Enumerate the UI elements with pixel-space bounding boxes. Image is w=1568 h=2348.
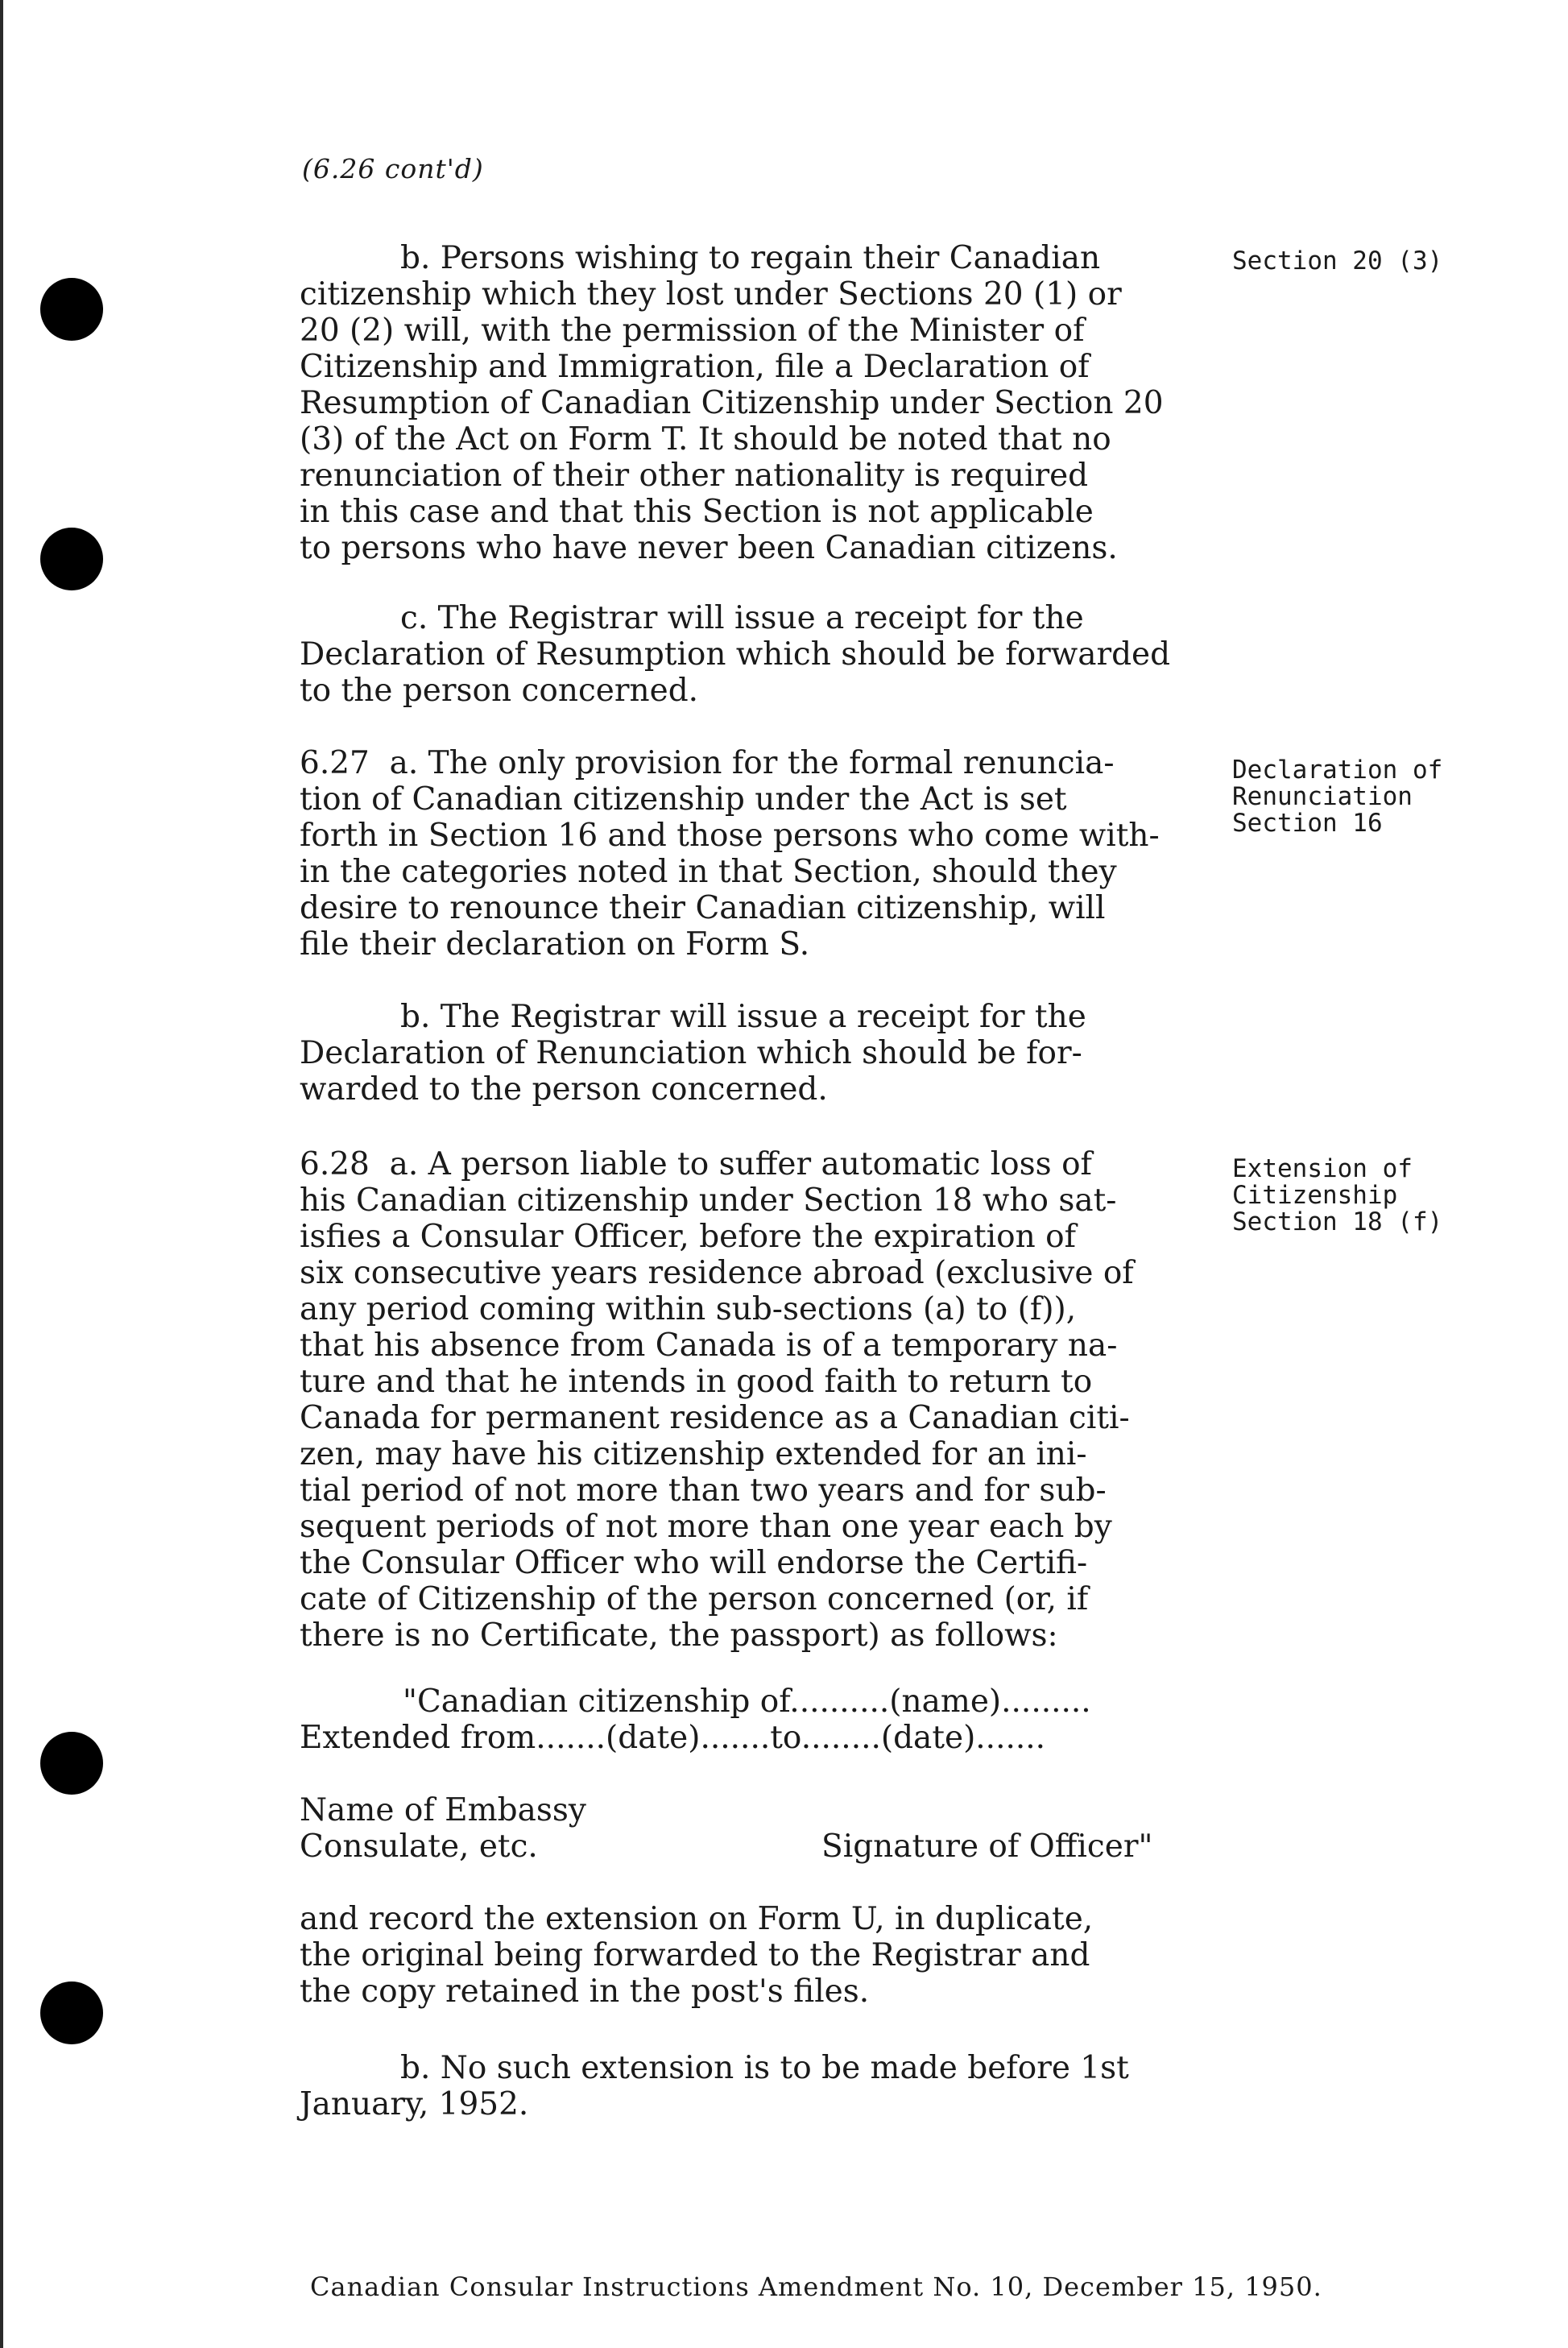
paragraph-6-27-b: b. The Registrar will issue a receipt for the Declaration of Renunciation which should be for- warded to the person concerned. <box>300 999 1086 1108</box>
margin-note-declaration-renunciation: Declaration of Renunciation Section 16 <box>1232 756 1443 838</box>
endorsement-embassy-line-2: Consulate, etc. <box>300 1828 538 1865</box>
paragraph-6-27-a: 6.27 a. The only provision for the formal renuncia- tion of Canadian citizenship under the Act is set forth in Section 16 and those persons who come with- in the categories noted in that Section, should they desire to renounce their Canadian citizenship, will file their declaration on Form S. <box>300 745 1160 963</box>
endorsement-embassy-line-1: Name of Embassy <box>300 1792 586 1828</box>
paragraph-6-28-record: and record the extension on Form U, in duplicate, the original being forwarded to the Registrar and the copy retained in the post's files. <box>300 1901 1094 2010</box>
page-left-edge <box>0 0 3 2348</box>
paragraph-6-26-c: c. The Registrar will issue a receipt for the Declaration of Resumption which should be forwarded to the person concerned. <box>300 600 1171 709</box>
paragraph-6-28-b: b. No such extension is to be made before 1st January, 1952. <box>300 2050 1129 2122</box>
punch-hole-4 <box>40 1982 103 2044</box>
punch-hole-2 <box>40 528 103 590</box>
margin-note-section-20-3: Section 20 (3) <box>1232 246 1443 275</box>
paragraph-6-26-b: b. Persons wishing to regain their Canadian citizenship which they lost under Sections 20 (1) or 20 (2) will, with the permission of the Minister of Citizenship and Immigration, file a Declaration of Resumption of Canadian Citizenship under Section 20 (3) of the Act on Form T. It should be noted that no renunciation of their other nationality is required in this case and that this Section is not applicable to persons who have never been Canadian citizens. <box>300 240 1164 566</box>
punch-hole-3 <box>40 1732 103 1795</box>
continuation-header: (6.26 cont'd) <box>302 153 484 184</box>
page-footer: Canadian Consular Instructions Amendment No. 10, December 15, 1950. <box>310 2271 1322 2302</box>
paragraph-6-28-a: 6.28 a. A person liable to suffer automatic loss of his Canadian citizenship under Section 18 who sat- isfies a Consular Officer, before the expiration of six consecutive years residence abroad (exclusive of any period coming within sub-sections (a) to (f)), that his absence from Canada is of a temporary na- ture and that he intends in good faith to return to Canada for permanent residence as a Canadian citi- zen, may have his citizenship extended for an ini- tial period of not more than two years and for sub- sequent periods of not more than one year each by the Consular Officer who will endorse the Certifi- cate of Citizenship of the person concerned (or, if there is no Certificate, the passport) as follows: <box>300 1146 1134 1654</box>
punch-hole-1 <box>40 278 103 341</box>
endorsement-signature: Signature of Officer" <box>821 1828 1153 1865</box>
endorsement-line-dates: Extended from.......(date).......to........(date)....... <box>300 1720 1046 1756</box>
margin-note-extension-citizenship: Extension of Citizenship Section 18 (f) <box>1232 1154 1443 1236</box>
endorsement-line-name: "Canadian citizenship of..........(name)......... <box>403 1683 1091 1720</box>
